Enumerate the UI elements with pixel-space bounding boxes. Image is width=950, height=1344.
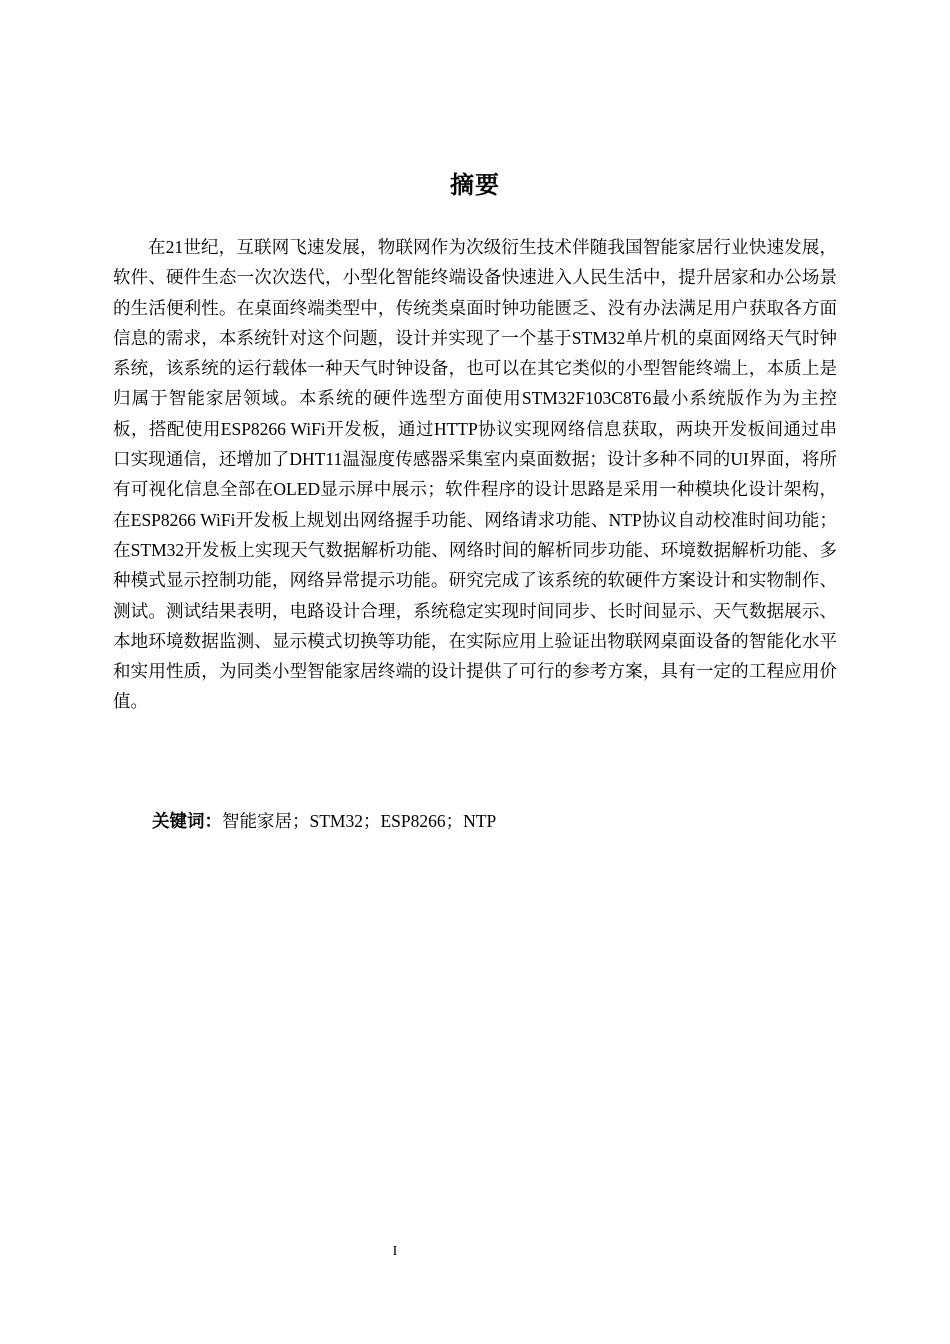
keywords-label: 关键词： <box>152 812 222 832</box>
abstract-title: 摘要 <box>450 171 500 199</box>
page-number: I <box>392 1244 398 1259</box>
keywords-value: 智能家居；STM32；ESP8266；NTP <box>222 811 497 831</box>
abstract-body: 在21世纪，互联网飞速发展，物联网作为次级衍生技术伴随我国智能家居行业快速发展，软件、硬件生态一次次迭代，小型化智能终端设备快速进入人民生活中，提升居家和办公场景的生活便利性。在桌面终端类型中，传统类桌面时钟功能匮乏、没有办法满足用户获取各方面信息的需求，本系统针对这个问题，设计并实现了一个基于STM32单片机的桌面网络天气时钟系统，该系统的运行载体一种天气时钟设备，也可以在其它类似的小型智能终端上，本质上是归属于智能家居领域。本系统的硬件选型方面使用STM32F103C8T6最小系统版作为为主控板，搭配使用ESP8266 WiFi开发板，通过HTTP协议实现网络信息获取，两块开发板间通过串口实现通信，还增加了DHT11温湿度传感器采集室内桌面数据；设计多种不同的UI界面，将所有可视化信息全部在OLED显示屏中展示；软件程序的设计思路是采用一种模块化设计架构，在ESP8266 WiFi开发板上规划出网络握手功能、网络请求功能、NTP协议自动校准时间功能；在STM32开发板上实现天气数据解析功能、网络时间的解析同步功能、环境数据解析功能、多种模式显示控制功能，网络异常提示功能。研究完成了该系统的软硬件方案设计和实物制作、测试。测试结果表明，电路设计合理，系统稳定实现时间同步、长时间显示、天气数据展示、本地环境数据监测、显示模式切换等功能，在实际应用上验证出物联网桌面设备的智能化水平和实用性质，为同类小型智能家居终端的设计提供了可行的参考方案，具有一定的工程应用价值。 <box>113 237 837 712</box>
keywords-line <box>152 806 832 837</box>
